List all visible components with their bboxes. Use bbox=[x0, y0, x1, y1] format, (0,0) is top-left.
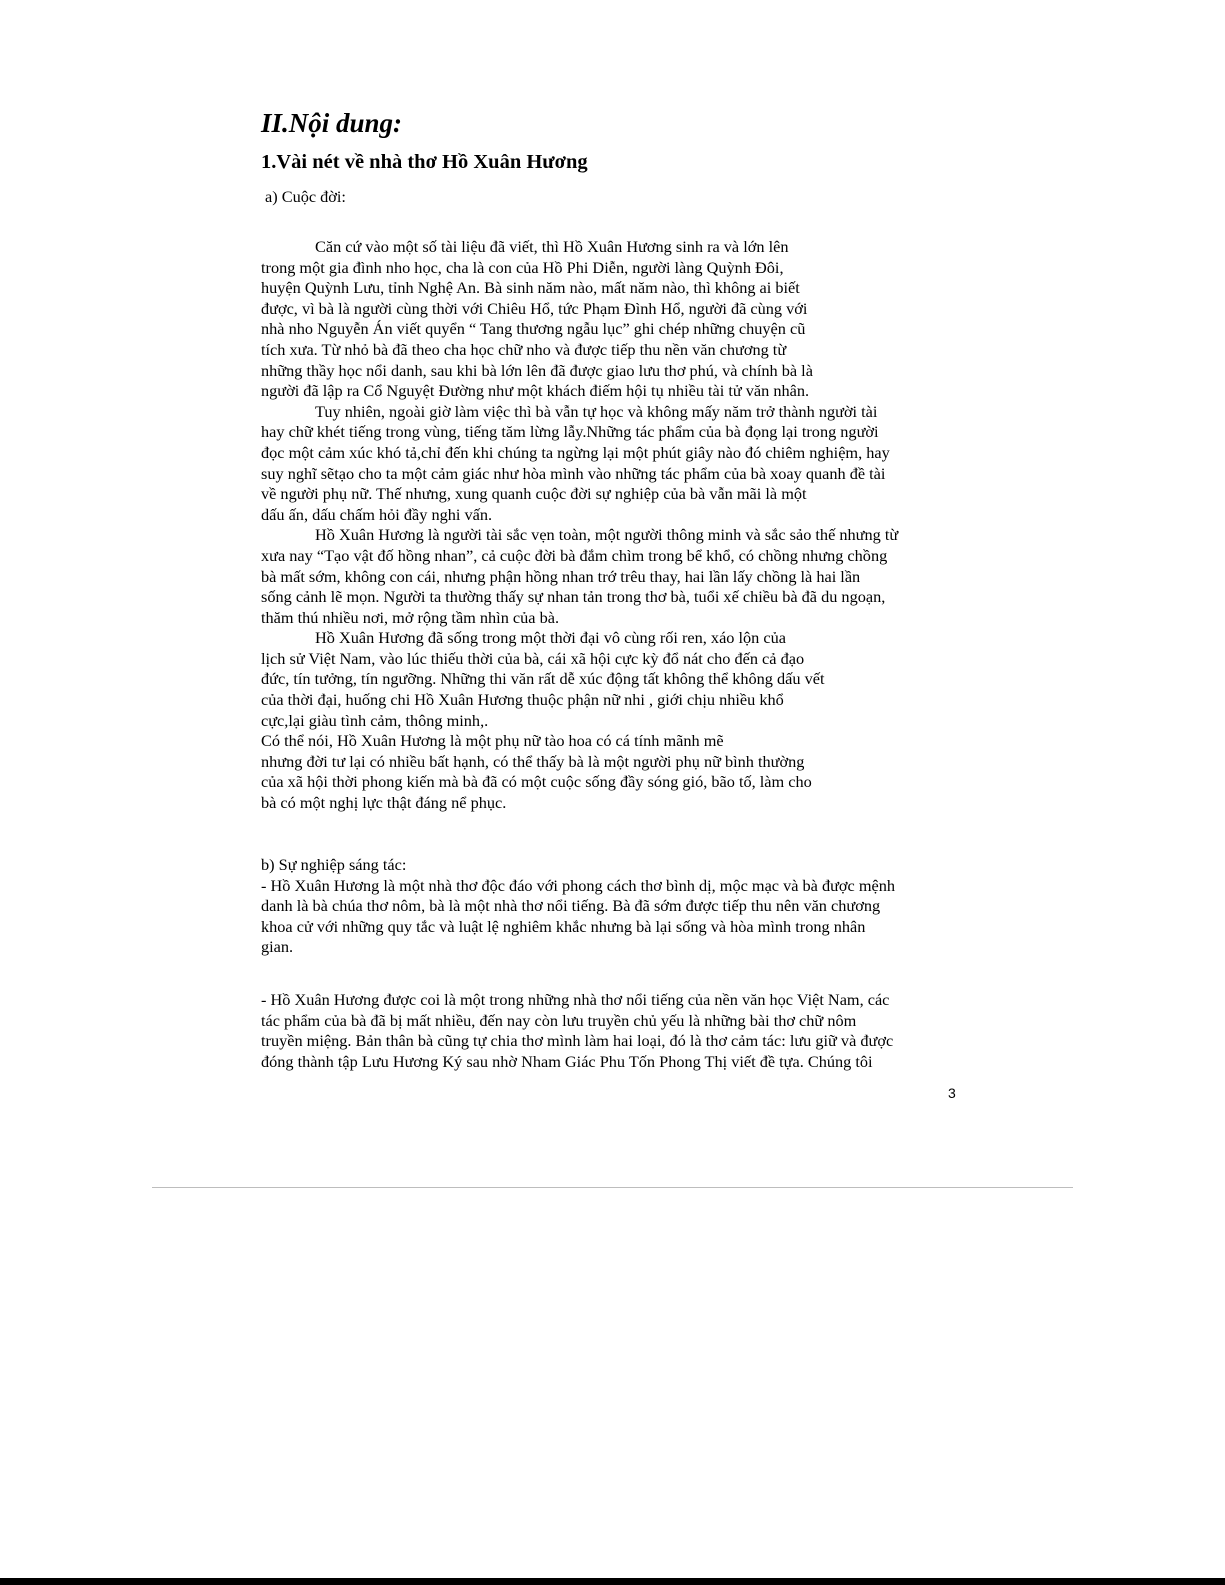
text-line: huyện Quỳnh Lưu, tỉnh Nghệ An. Bà sinh năm nào, mất năm nào, thì không ai biết bbox=[261, 278, 800, 298]
bottom-edge-bar bbox=[0, 1578, 1225, 1585]
text-line: - Hồ Xuân Hương là một nhà thơ độc đáo với phong cách thơ bình dị, mộc mạc và bà được mệnh bbox=[261, 875, 896, 895]
section-title: 1.Vài nét về nhà thơ Hồ Xuân Hương bbox=[261, 151, 588, 173]
text-line: Căn cứ vào một số tài liệu đã viết, thì Hồ Xuân Hương sinh ra và lớn lên bbox=[315, 237, 789, 256]
text-line: nhà nho Nguyễn Án viết quyển “ Tang thương ngẫu lục” ghi chép những chuyện cũ bbox=[261, 319, 806, 339]
text-line: gian. bbox=[261, 937, 294, 957]
text-line: trong một gia đình nho học, cha là con của Hồ Phi Diễn, người làng Quỳnh Đôi, bbox=[261, 257, 784, 277]
text-line: tác phẩm của bà đã bị mất nhiều, đến nay còn lưu truyền chủ yếu là những bài thơ chữ nôm bbox=[261, 1010, 857, 1030]
text-line: danh là bà chúa thơ nôm, bà là một nhà thơ nổi tiếng. Bà đã sớm được tiếp thu nên văn chương bbox=[261, 896, 881, 916]
text-line: Có thể nói, Hồ Xuân Hương là một phụ nữ tào hoa có cá tính mãnh mẽ bbox=[261, 731, 724, 751]
career-paragraph-2 bbox=[261, 990, 893, 1072]
text-line: được, vì bà là người cùng thời với Chiêu Hổ, tức Phạm Đình Hổ, người đã cùng với bbox=[261, 298, 808, 318]
page-divider bbox=[152, 1187, 1073, 1188]
text-line: của xã hội thời phong kiến mà bà đã có một cuộc sống đầy sóng gió, bão tố, làm cho bbox=[261, 772, 812, 792]
career-paragraph-1 bbox=[261, 855, 895, 958]
text-line: suy nghĩ sẽtạo cho ta một cảm giác như hòa mình vào những tác phẩm của bà xoay quanh đề tài bbox=[261, 463, 886, 483]
life-paragraphs bbox=[261, 237, 898, 814]
text-line: truyền miệng. Bản thân bà cũng tự chia thơ mình làm hai loại, đó là thơ cảm tác: lưu giữ và được bbox=[261, 1031, 894, 1051]
text-line: người đã lập ra Cổ Nguyệt Đường như một khách điếm hội tụ nhiều tài tử văn nhân. bbox=[261, 381, 810, 401]
text-line: dấu ấn, dấu chấm hỏi đầy nghi vấn. bbox=[261, 504, 493, 524]
subsection-a-title: a) Cuộc đời: bbox=[265, 187, 346, 206]
text-line: của thời đại, huống chi Hồ Xuân Hương thuộc phận nữ nhi , giới chịu nhiều khổ bbox=[261, 690, 784, 710]
text-line: đức, tín tưởng, tín ngưỡng. Những thi văn rất dễ xúc động tất không thể không dấu vết bbox=[261, 669, 825, 689]
text-line: nhưng đời tư lại có nhiều bất hạnh, có thể thấy bà là một người phụ nữ bình thường bbox=[261, 751, 805, 771]
text-line: đọc một cảm xúc khó tả,chỉ đến khi chúng ta ngừng lại một phút giây nào đó chiêm nghiệm, hay bbox=[261, 442, 890, 462]
text-line: Hồ Xuân Hương đã sống trong một thời đại vô cùng rối ren, xáo lộn của bbox=[315, 628, 786, 648]
heading: II.Nội dung: bbox=[261, 108, 403, 138]
text-line: bà có một nghị lực thật đáng nể phục. bbox=[261, 793, 507, 813]
text-line: hay chữ khét tiếng trong vùng, tiếng tăm lừng lẫy.Những tác phẩm của bà đọng lại trong người bbox=[261, 422, 879, 442]
text-line: về người phụ nữ. Thế nhưng, xung quanh cuộc đời sự nghiệp của bà vẫn mãi là một bbox=[261, 484, 807, 504]
text-line: lịch sử Việt Nam, vào lúc thiếu thời của bà, cái xã hội cực kỳ đổ nát cho đến cả đạo bbox=[261, 648, 805, 668]
text-line: khoa cử với những quy tắc và luật lệ nghiêm khắc nhưng bà lại sống và hòa mình trong nhân bbox=[261, 916, 866, 936]
text-line: những thầy học nổi danh, sau khi bà lớn lên đã được giao lưu thơ phú, và chính bà là bbox=[261, 360, 813, 380]
text-line: sống cảnh lẽ mọn. Người ta thường thấy sự nhan tản trong thơ bà, tuổi xế chiều bà đã du ngoạn, bbox=[261, 587, 886, 607]
text-line: cực,lại giàu tình cảm, thông minh,. bbox=[261, 710, 489, 730]
text-line: thăm thú nhiều nơi, mở rộng tầm nhìn của bà. bbox=[261, 607, 560, 627]
text-line: đóng thành tập Lưu Hương Ký sau nhờ Nham Giác Phu Tốn Phong Thị viết đề tựa. Chúng tôi bbox=[261, 1051, 873, 1071]
text-line: Tuy nhiên, ngoài giờ làm việc thì bà vẫn tự học và không mấy năm trở thành người tài bbox=[315, 401, 878, 421]
text-line: Hồ Xuân Hương là người tài sắc vẹn toàn, một người thông minh và sắc sảo thế nhưng từ bbox=[315, 525, 899, 545]
subsection-b-title: b) Sự nghiệp sáng tác: bbox=[261, 855, 407, 874]
page-number: 3 bbox=[948, 1085, 956, 1101]
text-line: tích xưa. Từ nhỏ bà đã theo cha học chữ nho và được tiếp thu nền văn chương từ bbox=[261, 339, 787, 359]
text-line: bà mất sớm, không con cái, nhưng phận hồng nhan trớ trêu thay, hai lần lấy chồng là hai lần bbox=[261, 566, 861, 586]
text-line: - Hồ Xuân Hương được coi là một trong những nhà thơ nổi tiếng của nền văn học Việt Nam, các bbox=[261, 990, 890, 1009]
text-line: xưa nay “Tạo vật đố hồng nhan”, cả cuộc đời bà đắm chìm trong bể khổ, có chồng nhưng chồng bbox=[261, 545, 888, 565]
